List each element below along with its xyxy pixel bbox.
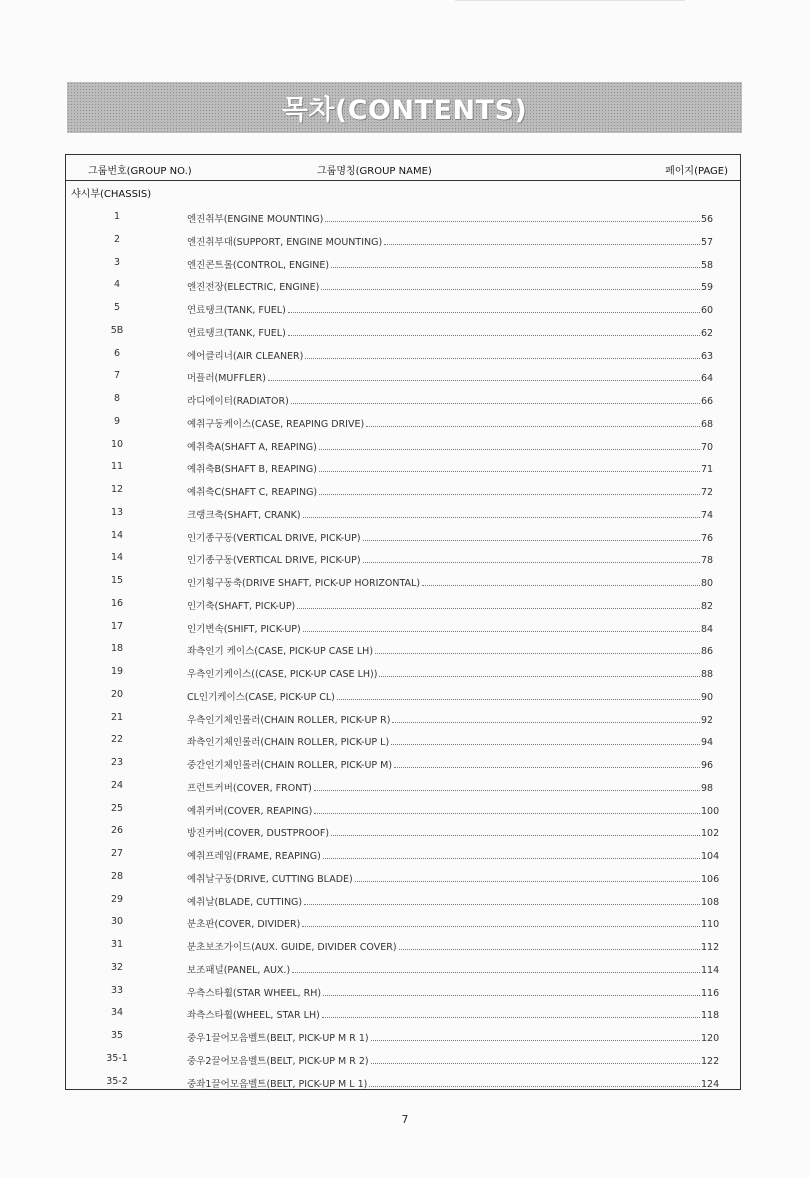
group-number: 9 [113, 415, 121, 427]
page-ref: 100 [701, 805, 720, 817]
dot-leader [323, 986, 700, 996]
group-name: 인기변속(SHIFT, PICK-UP) [187, 623, 301, 635]
group-name-line [187, 1030, 700, 1044]
group-name: 프런트커버(COVER, FRONT) [187, 782, 312, 794]
page-ref: 72 [701, 487, 714, 498]
group-number: 14 [110, 552, 124, 564]
dot-leader [303, 622, 700, 632]
dot-leader [297, 599, 700, 609]
page-ref: 110 [701, 919, 720, 931]
dot-leader [363, 531, 700, 541]
toc-row [66, 231, 740, 254]
group-number: 24 [110, 779, 124, 791]
toc-row [66, 891, 740, 914]
group-number: 5B [110, 324, 124, 336]
toc-row [66, 390, 740, 413]
group-name: 우측인기케이스((CASE, PICK-UP CASE LH)) [187, 669, 378, 680]
dot-leader [319, 462, 700, 472]
dot-leader [304, 895, 700, 905]
header-group-name: 그룹명칭(GROUP NAME) [317, 166, 432, 177]
toc-row [66, 572, 740, 595]
page-ref: 102 [701, 828, 720, 840]
page-ref: 60 [701, 305, 714, 316]
toc-row [66, 276, 740, 299]
page-ref: 59 [701, 282, 714, 294]
group-name-line [187, 575, 700, 589]
group-name-line [187, 1076, 700, 1090]
dot-leader [291, 394, 700, 404]
group-name: 에어클리너(AIR CLEANER) [187, 350, 304, 362]
group-name: 예취축B(SHAFT B, REAPING) [187, 464, 317, 476]
group-name-line [187, 302, 700, 316]
page-number: 7 [401, 1114, 409, 1126]
toc-row [66, 982, 740, 1005]
group-name: 인기종구동(VERTICAL DRIVE, PICK-UP) [187, 532, 361, 544]
toc-row [66, 254, 740, 277]
group-number: 33 [110, 984, 124, 996]
page-ref: 84 [701, 623, 714, 635]
group-number: 2 [113, 233, 121, 245]
dot-leader [305, 349, 700, 359]
dot-leader [288, 326, 700, 336]
dot-leader [394, 758, 700, 768]
page-ref: 112 [701, 942, 720, 953]
dot-leader [331, 258, 700, 268]
group-number: 14 [110, 529, 124, 541]
group-number: 5 [113, 302, 121, 313]
group-name: 예취축A(SHAFT A, REAPING) [187, 441, 317, 453]
group-name-line [187, 894, 700, 908]
page-ref: 64 [701, 373, 714, 385]
dot-leader [322, 1008, 700, 1018]
header-group-no: 그룹번호(GROUP NO.) [88, 166, 192, 177]
group-number: 31 [110, 939, 124, 950]
group-name-line [187, 916, 700, 930]
toc-row [66, 777, 740, 800]
toc-row [66, 413, 740, 436]
group-name: 인기횡구동축(DRIVE SHAFT, PICK-UP HORIZONTAL) [187, 578, 421, 589]
toc-row [66, 709, 740, 732]
toc-row [66, 1050, 740, 1073]
dot-leader [268, 371, 700, 381]
group-name: 인기종구동(VERTICAL DRIVE, PICK-UP) [187, 555, 361, 567]
group-name-line [187, 461, 700, 475]
toc-row [66, 868, 740, 891]
group-number: 18 [110, 643, 124, 655]
group-name: 중우2끌어모음벨트(BELT, PICK-UP M R 2) [187, 1055, 369, 1067]
dot-leader [303, 508, 700, 518]
group-name: 라디에이터(RADIATOR) [187, 396, 289, 407]
group-name: 예취프레임(FRAME, REAPING) [187, 851, 321, 862]
page-ref: 90 [701, 691, 714, 703]
group-number: 27 [110, 848, 124, 859]
group-name: 우측스타휠(STAR WHEEL, RH) [187, 987, 322, 999]
group-name-line [187, 507, 700, 521]
group-name-line [187, 552, 700, 566]
page-ref: 68 [701, 418, 714, 430]
page-ref: 94 [701, 737, 714, 749]
group-number: 35 [110, 1030, 124, 1041]
toc-row [66, 845, 740, 868]
group-number: 12 [110, 484, 124, 495]
page-ref: 120 [701, 1033, 720, 1044]
contents-table [65, 154, 741, 1090]
group-number: 20 [110, 688, 124, 700]
group-name: 머플러(MUFFLER) [187, 373, 266, 385]
dot-leader [384, 235, 700, 245]
page-ref: 70 [701, 441, 714, 453]
group-name-line [187, 257, 700, 271]
dot-leader [302, 917, 700, 927]
dot-leader [369, 1077, 700, 1087]
group-name-line [187, 780, 700, 794]
group-number: 1 [113, 211, 121, 222]
group-name-line [187, 666, 700, 680]
group-name-line [187, 689, 700, 703]
page-ref: 74 [701, 509, 714, 521]
group-name: 예취구동케이스(CASE, REAPING DRIVE) [187, 418, 365, 430]
group-name-line [187, 848, 700, 862]
group-number: 7 [113, 370, 121, 382]
group-number: 15 [110, 575, 124, 586]
toc-rows [66, 208, 740, 1095]
page-ref: 92 [701, 714, 714, 726]
table-header [66, 155, 740, 181]
page-ref: 108 [701, 896, 720, 908]
dot-leader [363, 553, 700, 563]
page-ref: 71 [701, 464, 714, 476]
group-name-line [187, 393, 700, 407]
group-number: 22 [110, 734, 124, 746]
toc-row [66, 1027, 740, 1050]
group-name-line [187, 211, 700, 225]
group-name: 좌측인기체인롤러(CHAIN ROLLER, PICK-UP L) [187, 737, 390, 749]
group-number: 21 [110, 711, 124, 723]
group-name: 우측인기체인롤러(CHAIN ROLLER, PICK-UP R) [187, 714, 391, 726]
group-name: 좌측인기 케이스(CASE, PICK-UP CASE LH) [187, 646, 374, 658]
group-name: 엔진전장(ELECTRIC, ENGINE) [187, 282, 320, 294]
toc-row [66, 1073, 740, 1096]
group-name: 보조패널(PANEL, AUX.) [187, 964, 291, 976]
header-page: 페이지(PAGE) [665, 166, 728, 177]
dot-leader [319, 485, 700, 495]
group-number: 29 [110, 893, 124, 905]
group-name: 예취축C(SHAFT C, REAPING) [187, 487, 318, 498]
page-title: 목차(CONTENTS) [281, 95, 528, 126]
group-number: 25 [110, 802, 124, 814]
dot-leader [392, 713, 700, 723]
toc-row [66, 754, 740, 777]
dot-leader [379, 667, 700, 677]
toc-row [66, 618, 740, 641]
dot-leader [321, 280, 700, 290]
toc-row [66, 822, 740, 845]
dot-leader [399, 940, 700, 950]
group-name-line [187, 325, 700, 339]
page-ref: 104 [701, 851, 720, 862]
group-name: 중간인기체인롤러(CHAIN ROLLER, PICK-UP M) [187, 760, 393, 771]
dot-leader [375, 644, 700, 654]
group-name-line [187, 825, 700, 839]
toc-row [66, 208, 740, 231]
toc-row [66, 959, 740, 982]
group-number: 34 [110, 1007, 124, 1019]
dot-leader [366, 417, 700, 427]
group-name-line [187, 712, 700, 726]
dot-leader [288, 303, 700, 313]
page-ref: 66 [701, 396, 714, 407]
group-name: 분초판(COVER, DIVIDER) [187, 919, 301, 931]
group-name-line [187, 1007, 700, 1021]
toc-row [66, 527, 740, 550]
title-banner [67, 82, 742, 133]
group-name: 크랭크축(SHAFT, CRANK) [187, 509, 301, 521]
group-number: 3 [113, 256, 121, 268]
group-name-line [187, 643, 700, 657]
toc-row [66, 458, 740, 481]
group-number: 8 [113, 393, 121, 404]
toc-row [66, 663, 740, 686]
toc-row [66, 640, 740, 663]
toc-row [66, 731, 740, 754]
group-name-line [187, 803, 700, 817]
dot-leader [325, 212, 700, 222]
group-number: 4 [113, 279, 121, 291]
toc-row [66, 913, 740, 936]
page-ref: 88 [701, 669, 714, 680]
dot-leader [319, 440, 700, 450]
group-name: 인기축(SHAFT, PICK-UP) [187, 600, 296, 612]
toc-row [66, 504, 740, 527]
dot-leader [391, 735, 700, 745]
group-number: 35-2 [106, 1075, 128, 1087]
group-name: 방진커버(COVER, DUSTPROOF) [187, 828, 330, 840]
group-number: 16 [110, 597, 124, 609]
group-number: 23 [110, 757, 124, 768]
dot-leader [314, 781, 700, 791]
group-name: CL인기케이스(CASE, PICK-UP CL) [187, 691, 335, 703]
toc-row [66, 436, 740, 459]
group-name-line [187, 530, 700, 544]
page-ref: 56 [701, 214, 714, 225]
group-name-line [187, 348, 700, 362]
group-name: 연료탱크(TANK, FUEL) [187, 305, 286, 316]
page-ref: 116 [701, 987, 720, 999]
group-number: 26 [110, 825, 124, 837]
group-number: 30 [110, 916, 124, 928]
group-number: 28 [110, 870, 124, 882]
group-number: 6 [113, 347, 121, 359]
toc-row [66, 345, 740, 368]
group-name-line [187, 370, 700, 384]
dot-leader [422, 576, 700, 586]
group-number: 19 [110, 666, 124, 677]
dot-leader [371, 1031, 700, 1041]
group-name-line [187, 439, 700, 453]
group-name: 분초보조가이드(AUX. GUIDE, DIVIDER COVER) [187, 942, 397, 953]
group-name: 좌측스타휠(WHEEL, STAR LH) [187, 1010, 320, 1022]
page-ref: 78 [701, 555, 714, 567]
group-name-line [187, 598, 700, 612]
group-name: 엔진취부(ENGINE MOUNTING) [187, 214, 324, 225]
group-number: 32 [110, 961, 124, 973]
group-number: 13 [110, 506, 124, 518]
group-number: 10 [110, 438, 124, 450]
toc-row [66, 595, 740, 618]
page-ref: 86 [701, 646, 714, 658]
group-number: 35-1 [106, 1052, 128, 1064]
toc-row [66, 367, 740, 390]
page-ref: 122 [701, 1055, 720, 1067]
group-name-line [187, 939, 700, 953]
page-ref: 63 [701, 350, 714, 362]
group-name-line [187, 279, 700, 293]
dot-leader [337, 690, 700, 700]
toc-row [66, 299, 740, 322]
group-name-line [187, 1053, 700, 1067]
group-name: 엔진취부대(SUPPORT, ENGINE MOUNTING) [187, 236, 383, 248]
dot-leader [355, 872, 700, 882]
group-name: 예취커버(COVER, REAPING) [187, 805, 313, 817]
group-name: 중우1끌어모음벨트(BELT, PICK-UP M R 1) [187, 1033, 369, 1044]
group-name: 예취날(BLADE, CUTTING) [187, 896, 303, 908]
page-ref: 80 [701, 578, 714, 589]
page-ref: 114 [701, 964, 720, 976]
dot-leader [292, 963, 700, 973]
group-number: 17 [110, 620, 124, 632]
page-ref: 58 [701, 259, 714, 271]
toc-row [66, 481, 740, 504]
group-number: 11 [110, 461, 124, 473]
group-name-line [187, 985, 700, 999]
scan-artifact [455, 0, 685, 1]
page-ref: 98 [701, 782, 714, 794]
dot-leader [314, 804, 700, 814]
group-name-line [187, 621, 700, 635]
group-name-line [187, 757, 700, 771]
group-name: 중좌1끌어모음벨트(BELT, PICK-UP M L 1) [187, 1078, 368, 1090]
toc-row [66, 322, 740, 345]
page-ref: 57 [701, 236, 714, 248]
page-ref: 118 [701, 1010, 720, 1022]
page-ref: 82 [701, 600, 714, 612]
toc-row [66, 800, 740, 823]
dot-leader [371, 1054, 700, 1064]
group-name: 연료탱크(TANK, FUEL) [187, 327, 286, 339]
toc-row [66, 549, 740, 572]
page-ref: 96 [701, 760, 714, 771]
toc-row [66, 686, 740, 709]
page-ref: 106 [701, 873, 720, 885]
group-name-line [187, 416, 700, 430]
group-name-line [187, 871, 700, 885]
group-name: 엔진콘트롤(CONTROL, ENGINE) [187, 259, 330, 271]
dot-leader [331, 826, 700, 836]
page-ref: 124 [701, 1078, 720, 1090]
toc-row [66, 1004, 740, 1027]
group-name-line [187, 234, 700, 248]
group-name-line [187, 734, 700, 748]
group-name-line [187, 962, 700, 976]
group-name-line [187, 484, 700, 498]
toc-row [66, 936, 740, 959]
page-ref: 76 [701, 532, 714, 544]
group-name: 예취날구동(DRIVE, CUTTING BLADE) [187, 873, 353, 885]
section-title: 샤시부(CHASSIS) [71, 189, 152, 200]
dot-leader [323, 849, 700, 859]
page-ref: 62 [701, 327, 714, 339]
